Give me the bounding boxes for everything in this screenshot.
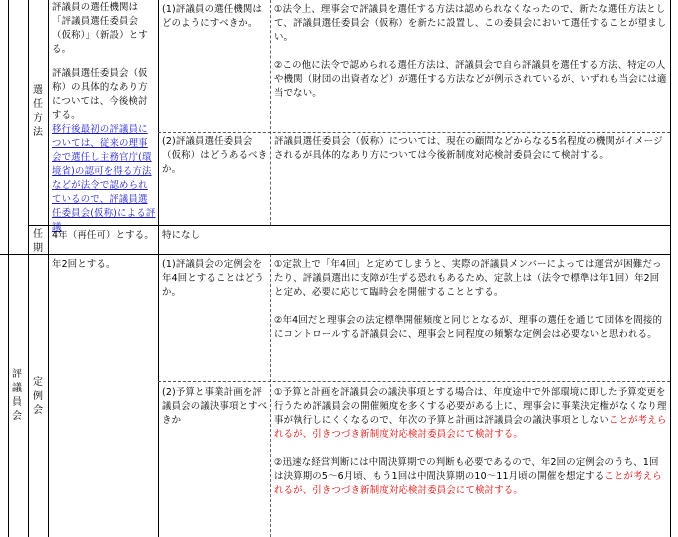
grid-line	[48, 0, 49, 537]
grid-line	[158, 0, 159, 537]
row2-answer-2-text-2-black: ②迅速な経営判断には中間決算期での判断も必要であるので、年2回の定例会のうち、1回は決算期の5～6月頃、もう1回は中間決算期の10～11月頃の開催を想定する	[274, 457, 659, 482]
grid-line	[270, 254, 271, 537]
row2-answer-2-text-2	[274, 456, 668, 498]
row2-answer-2-text-1-red: ことが考えられるが、引きつづき新制度対応検討委員会にて検討する。	[274, 415, 667, 440]
row2-answer-2-text-1	[274, 386, 668, 442]
ninki-policy: 4年（再任可）とする。	[52, 230, 154, 241]
row1-answer-1-text-1: ①法令上、理事会で評議員を選任する方法は認められなくなったので、新たな選任方法として、評議員選任委員会（仮称）を新たに設置し、この委員会において選任することが望ましい。	[274, 4, 667, 43]
grid-line	[670, 0, 671, 537]
grid-line	[8, 0, 9, 537]
row2-question-1: (1)評議員会の定例会を年4回とすることはどうか。	[162, 259, 264, 298]
row2-policy: 年2回とする。	[52, 259, 116, 270]
row1-question-2: (2)評議員選任委員会（仮称）はどうあるべきか。	[162, 136, 268, 175]
grid-line	[0, 254, 671, 255]
grid-line	[28, 0, 29, 537]
grid-line	[158, 132, 670, 133]
label-ninki: 任期	[33, 229, 43, 254]
row2-answer-1	[274, 258, 668, 380]
row1-policy-text-1: 評議員の選任機関は「評議員選任委員会（仮称）」（新設）とする。	[52, 2, 148, 55]
row1-policy-link[interactable]: 移行後最初の評議員については、従来の理事会で選任し主務官庁(環境省)の認可を得る方法などが法令で認められているので、評議員選任委員会(仮称)による評議	[52, 124, 156, 233]
label-hyougiinkai: 評議員会	[12, 369, 22, 422]
row2-answer-1-text-2: ②年4回だと理事会の法定標準開催頻度と同じとなるが、理事の選任を通じて団体を間接的にコントロールする評議員会に、理事会と同程度の頻繁な定例会は必要ないと思われる。	[274, 315, 663, 340]
label-senin-houhou: 選任方法	[33, 85, 43, 138]
row1-answer-2: 評議員選任委員会（仮称）については、現在の顧問などからなる5名程度の機関がイメージされるが具体的なあり方については今後新制度対応検討委員会にて検討する。	[274, 136, 663, 161]
row1-question-1: (1)評議員の選任機関はどのようにすべきか。	[162, 4, 263, 29]
row2-answer-2-text-1-black: ①予算と計画を評議員会の議決事項とする場合は、年度途中で外部環境に即した予算変更を行うため評議員会の開催頻度を多くする必要がある上に、理事会に事業決定権がなくなり理事が執行しにくくなるので、年次の予算と計画は評議員会の議決事項としない	[274, 387, 667, 426]
row1-policy-cell	[52, 1, 156, 233]
row1-policy-text-2: 評議員選任委員会（仮称）の具体的なあり方については、今後検討する。	[52, 68, 148, 121]
ninki-question: 特になし	[162, 230, 201, 241]
row1-answer-1	[274, 3, 668, 131]
row2-answer-1-text-1: ①定款上で「年4回」と定めてしまうと、実際の評議員メンバーによっては運営が困難だったり、評議員選出に支障が生ずる恐れもあるため、定款上は（法令で標準は年1回）年2回と定め、必要に応じて臨時会を開催することとする。	[274, 259, 662, 298]
row2-question-2: (2)予算と事業計画を評議員会の議決事項とすべきか	[162, 387, 268, 426]
grid-line	[158, 381, 670, 382]
grid-line	[270, 0, 271, 225]
row1-answer-1-text-2: ②この他に法令で認められる選任方法は、評議員会で自ら評議員を選任する方法、特定の人や機関（財団の出資者など）が選任する方法などが例示されているが、いずれも当会には適当でない。	[274, 60, 667, 99]
row2-answer-2	[274, 386, 668, 537]
label-teireikai: 定例会	[33, 377, 43, 416]
row2-answer-2-text-2-red: ことが考えられるが、引きつづき新制度対応検討委員会にて検討する。	[274, 471, 662, 496]
